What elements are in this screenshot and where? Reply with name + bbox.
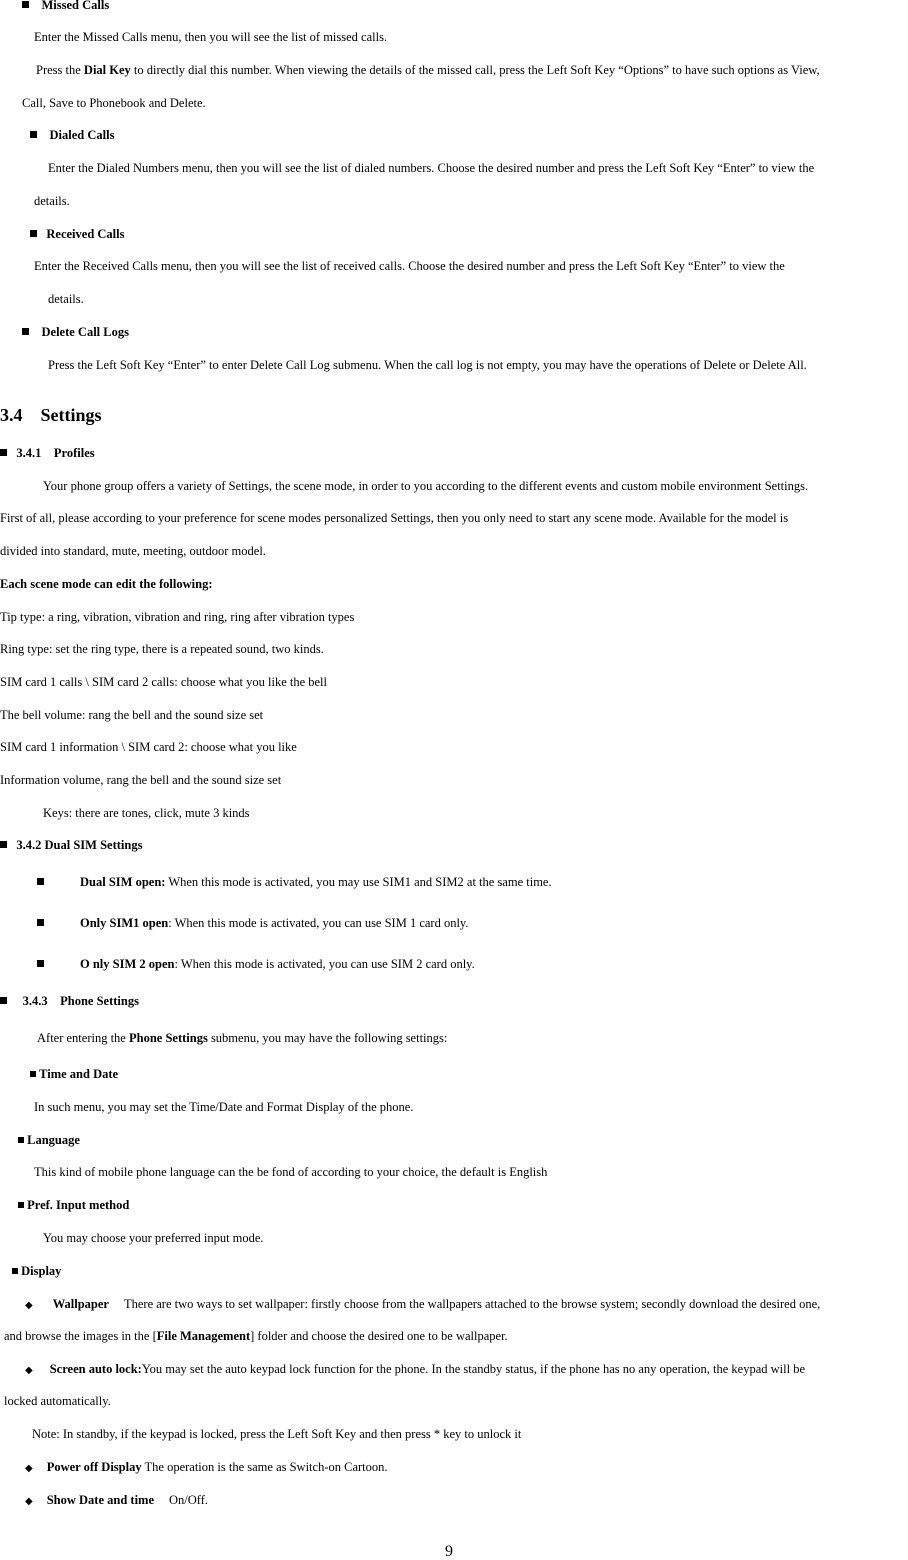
diamond-bullet-icon: ◆: [25, 1496, 33, 1507]
dual-sim-option-1: Dual SIM open: When this mode is activated, you may use SIM1 and SIM2 at the same time.: [37, 874, 552, 890]
delete-logs-heading: Delete Call Logs: [22, 324, 129, 340]
missed-calls-heading: Missed Calls: [22, 0, 109, 13]
missed-calls-text: Enter the Missed Calls menu, then you will see the list of missed calls.: [34, 30, 388, 44]
diamond-bullet-icon: ◆: [25, 1463, 33, 1474]
phone-settings-heading: 3.4.3 Phone Settings: [0, 993, 139, 1009]
profiles-item: SIM card 1 calls \ SIM card 2 calls: choose what you like the bell: [0, 675, 328, 689]
profiles-text-1: Your phone group offers a variety of Settings, the scene mode, in order to you according to the different events and custom mobile environment Settings.: [43, 479, 809, 493]
profiles-item: SIM card 1 information \ SIM card 2: choose what you like: [0, 740, 297, 754]
missed-calls-dial-text: Press the Dial Key to directly dial this number. When viewing the details of the missed call, press the Left Soft Key “Options” to have such options as View,: [36, 63, 820, 77]
profiles-item: The bell volume: rang the bell and the sound size set: [0, 708, 264, 722]
bullet-square-icon: [30, 131, 37, 138]
language-heading: Language: [18, 1132, 80, 1148]
profiles-heading: 3.4.1 Profiles: [0, 445, 95, 461]
profiles-edit-heading: Each scene mode can edit the following:: [0, 577, 213, 591]
profiles-text-3: divided into standard, mute, meeting, outdoor model.: [0, 544, 266, 558]
profiles-keys: Keys: there are tones, click, mute 3 kinds: [43, 806, 250, 820]
bullet-square-icon: [18, 1202, 24, 1208]
dual-sim-option-3: O nly SIM 2 open: When this mode is activated, you can use SIM 2 card only.: [37, 956, 475, 972]
input-method-heading: Pref. Input method: [18, 1197, 129, 1213]
diamond-bullet-icon: ◆: [25, 1365, 33, 1376]
dual-sim-heading: 3.4.2 Dual SIM Settings: [0, 837, 142, 853]
page-number: 9: [445, 1543, 453, 1560]
profiles-text-2: First of all, please according to your preference for scene modes personalized Settings, then you only need to start any scene mode. Available for the model is: [0, 511, 789, 525]
received-calls-heading: Received Calls: [30, 226, 124, 242]
time-date-heading: Time and Date: [30, 1066, 118, 1082]
bullet-square-icon: [22, 328, 29, 335]
dialed-calls-heading: Dialed Calls: [30, 127, 114, 143]
language-text: This kind of mobile phone language can the be fond of according to your choice, the default is English: [34, 1165, 548, 1179]
profiles-item: Information volume, rang the bell and the sound size set: [0, 773, 282, 787]
profiles-item: Ring type: set the ring type, there is a repeated sound, two kinds.: [0, 642, 324, 656]
screen-lock-item: ◆ Screen auto lock:You may set the auto keypad lock function for the phone. In the standby status, if the phone has no any operation, the keypad will be: [25, 1361, 805, 1379]
delete-logs-text: Press the Left Soft Key “Enter” to enter Delete Call Log submenu. When the call log is not empty, you may have the operations of Delete or Delete All.: [48, 358, 807, 372]
screen-lock-note: Note: In standby, if the keypad is locked, press the Left Soft Key and then press * key to unlock it: [32, 1427, 522, 1441]
bullet-square-icon: [22, 1, 29, 8]
bullet-square-icon: [37, 960, 44, 967]
bullet-square-icon: [0, 449, 7, 456]
phone-settings-intro: After entering the Phone Settings submenu, you may have the following settings:: [37, 1031, 448, 1045]
dual-sim-option-2: Only SIM1 open: When this mode is activated, you can use SIM 1 card only.: [37, 915, 469, 931]
show-date-time-item: ◆ Show Date and time On/Off.: [25, 1492, 208, 1510]
wallpaper-item-text-2: and browse the images in the [File Management] folder and choose the desired one to be wallpaper.: [4, 1329, 508, 1343]
bullet-square-icon: [30, 230, 37, 237]
bullet-square-icon: [37, 919, 44, 926]
missed-calls-options-text: Call, Save to Phonebook and Delete.: [22, 96, 206, 110]
bullet-square-icon: [30, 1071, 36, 1077]
bullet-square-icon: [37, 878, 44, 885]
received-calls-text: Enter the Received Calls menu, then you will see the list of received calls. Choose the desired number and press the Left Soft Key “Enter” to view the: [34, 259, 785, 273]
display-heading: Display: [12, 1263, 61, 1279]
input-method-text: You may choose your preferred input mode.: [43, 1231, 264, 1245]
bullet-square-icon: [12, 1268, 18, 1274]
received-calls-text-2: details.: [48, 292, 84, 306]
bullet-square-icon: [0, 841, 7, 848]
settings-section-heading: 3.4 Settings: [0, 405, 102, 425]
dialed-calls-text-2: details.: [34, 194, 70, 208]
dialed-calls-text: Enter the Dialed Numbers menu, then you will see the list of dialed numbers. Choose the desired number and press the Left Soft Key “Enter” to view the: [48, 161, 815, 175]
bullet-square-icon: [18, 1137, 24, 1143]
screen-lock-text-2: locked automatically.: [4, 1394, 111, 1408]
profiles-item: Tip type: a ring, vibration, vibration and ring, ring after vibration types: [0, 610, 355, 624]
bullet-square-icon: [0, 997, 7, 1004]
diamond-bullet-icon: ◆: [25, 1300, 33, 1311]
power-off-display-item: ◆ Power off Display The operation is the same as Switch-on Cartoon.: [25, 1459, 388, 1477]
wallpaper-item: ◆ Wallpaper There are two ways to set wallpaper: firstly choose from the wallpapers attached to the browse system; secondly download the desired one,: [25, 1296, 820, 1314]
time-date-text: In such menu, you may set the Time/Date and Format Display of the phone.: [34, 1100, 414, 1114]
